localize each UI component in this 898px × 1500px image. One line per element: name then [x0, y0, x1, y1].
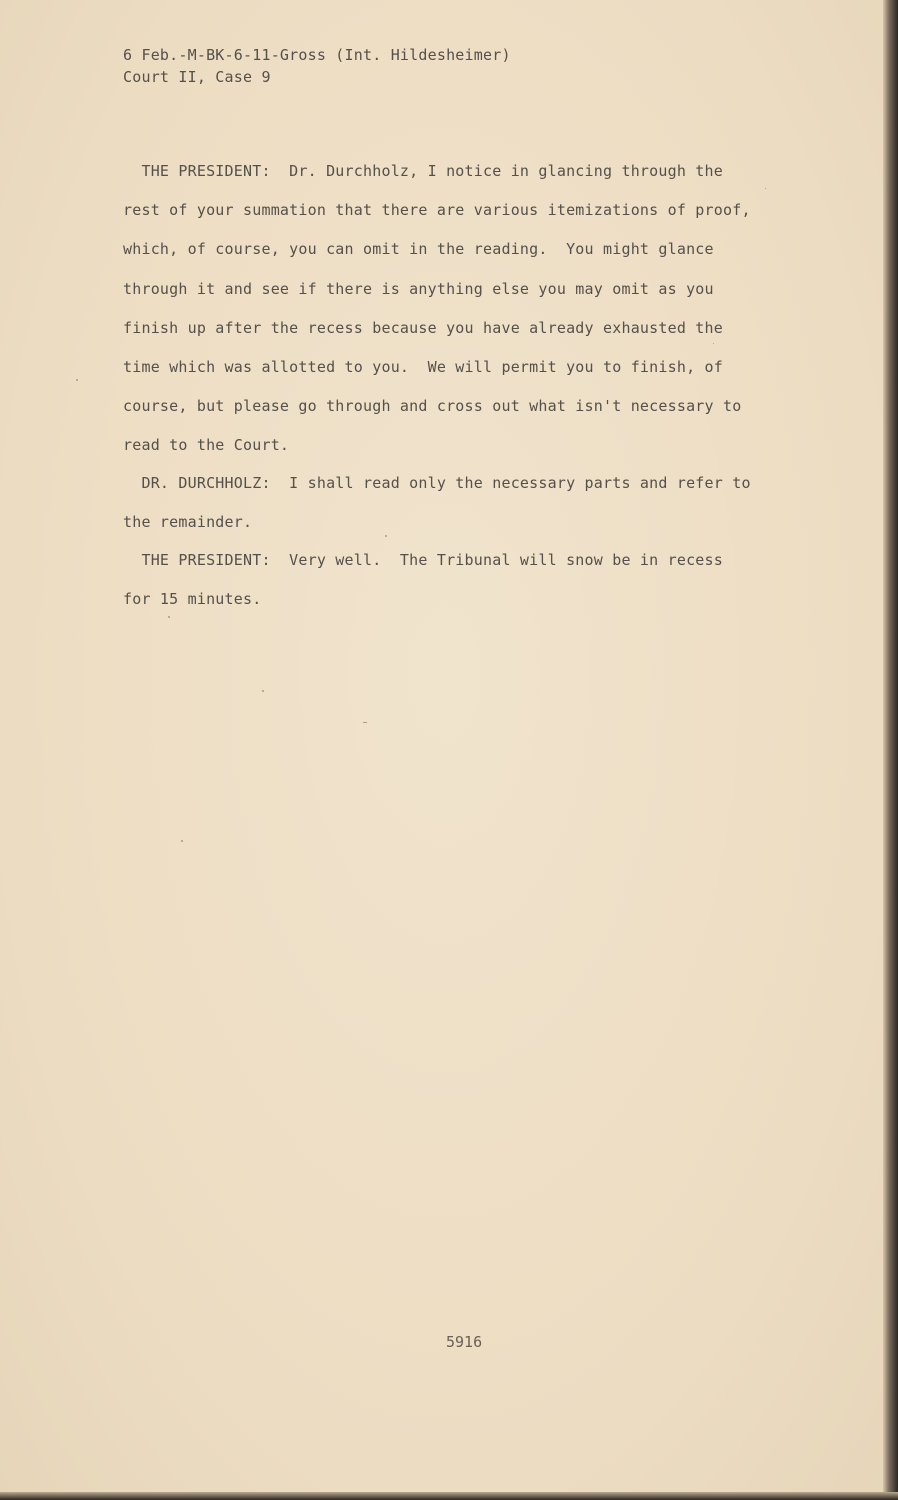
transcript-line: time which was allotted to you. We will permit you to finish, of: [123, 358, 723, 376]
transcript-line: DR. DURCHHOLZ: I shall read only the necessary parts and refer to: [123, 474, 751, 492]
document-header-line-1: 6 Feb.-M-BK-6-11-Gross (Int. Hildesheimer): [123, 46, 511, 64]
document-header-line-2: Court II, Case 9: [123, 68, 271, 86]
transcript-line: the remainder.: [123, 513, 253, 531]
paper-speck: [765, 188, 766, 189]
transcript-line: which, of course, you can omit in the reading. You might glance: [123, 240, 714, 258]
transcript-line: course, but please go through and cross out what isn't necessary to: [123, 397, 742, 415]
paper-speck: [168, 616, 170, 618]
page-number: 5916: [446, 1333, 483, 1351]
transcript-line: finish up after the recess because you have already exhausted the: [123, 319, 723, 337]
paper-speck: [76, 379, 78, 381]
transcript-line: THE PRESIDENT: Very well. The Tribunal will snow be in recess: [123, 551, 723, 569]
paper-bottom-edge: [0, 1492, 898, 1500]
paper-speck: [181, 840, 183, 842]
paper-speck: [385, 535, 387, 537]
transcript-line: read to the Court.: [123, 436, 290, 454]
paper-speck: [262, 690, 264, 692]
transcript-line: THE PRESIDENT: Dr. Durchholz, I notice in glancing through the: [123, 162, 723, 180]
transcript-line: rest of your summation that there are various itemizations of proof,: [123, 201, 751, 219]
transcript-line: through it and see if there is anything else you may omit as you: [123, 280, 714, 298]
paper-right-edge: [883, 0, 898, 1500]
paper-speck: [713, 343, 714, 344]
transcript-line: for 15 minutes.: [123, 590, 262, 608]
paper-speck: [363, 722, 367, 723]
